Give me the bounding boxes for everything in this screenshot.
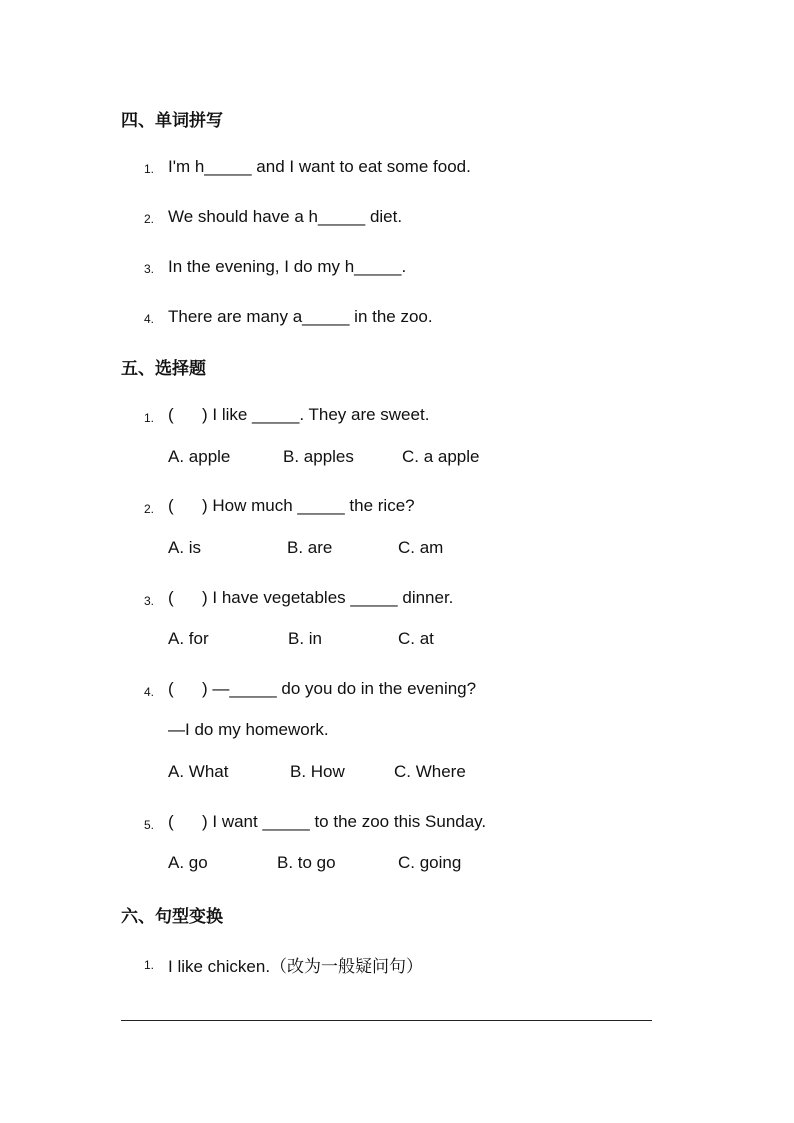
section-heading-transform: 六、句型变换: [121, 907, 223, 927]
choice-question-4: ( ) —_____ do you do in the evening?: [168, 679, 477, 698]
item-number: 5.: [144, 818, 155, 832]
spelling-question-4: There are many a_____ in the zoo.: [168, 307, 433, 326]
spelling-question-1: I'm h_____ and I want to eat some food.: [168, 157, 471, 176]
option-c: C. at: [398, 629, 434, 648]
option-c: C. am: [398, 538, 444, 557]
option-a: A. apple: [168, 447, 231, 466]
option-b: B. in: [288, 629, 323, 648]
answer-line: [121, 1020, 652, 1021]
transform-question-1: I like chicken.（改为一般疑问句）: [168, 957, 424, 976]
item-number: 4.: [144, 685, 155, 699]
spelling-question-2: We should have a h_____ diet.: [168, 207, 403, 226]
section-heading-choice: 五、选择题: [121, 359, 206, 379]
option-b: B. to go: [277, 853, 336, 872]
option-a: A. is: [168, 538, 202, 557]
item-number: 3.: [144, 262, 155, 276]
option-a: A. What: [168, 762, 229, 781]
item-number: 2.: [144, 502, 155, 516]
item-number: 1.: [144, 162, 155, 176]
item-number: 3.: [144, 594, 155, 608]
choice-question-1: ( ) I like _____. They are sweet.: [168, 405, 430, 424]
option-b: B. How: [290, 762, 345, 781]
choice-question-3: ( ) I have vegetables _____ dinner.: [168, 588, 454, 607]
option-a: A. go: [168, 853, 208, 872]
item-number: 2.: [144, 212, 155, 226]
section-heading-spelling: 四、单词拼写: [121, 111, 223, 131]
option-b: B. are: [287, 538, 333, 557]
dialogue-answer: —I do my homework.: [168, 720, 329, 739]
option-c: C. a apple: [402, 447, 480, 466]
item-number: 1.: [144, 411, 155, 425]
option-a: A. for: [168, 629, 209, 648]
item-number: 4.: [144, 312, 155, 326]
spelling-question-3: In the evening, I do my h_____.: [168, 257, 407, 276]
item-number: 1.: [144, 958, 155, 972]
choice-question-2: ( ) How much _____ the rice?: [168, 496, 415, 515]
option-c: C. going: [398, 853, 462, 872]
choice-question-5: ( ) I want _____ to the zoo this Sunday.: [168, 812, 487, 831]
option-b: B. apples: [283, 447, 354, 466]
option-c: C. Where: [394, 762, 466, 781]
